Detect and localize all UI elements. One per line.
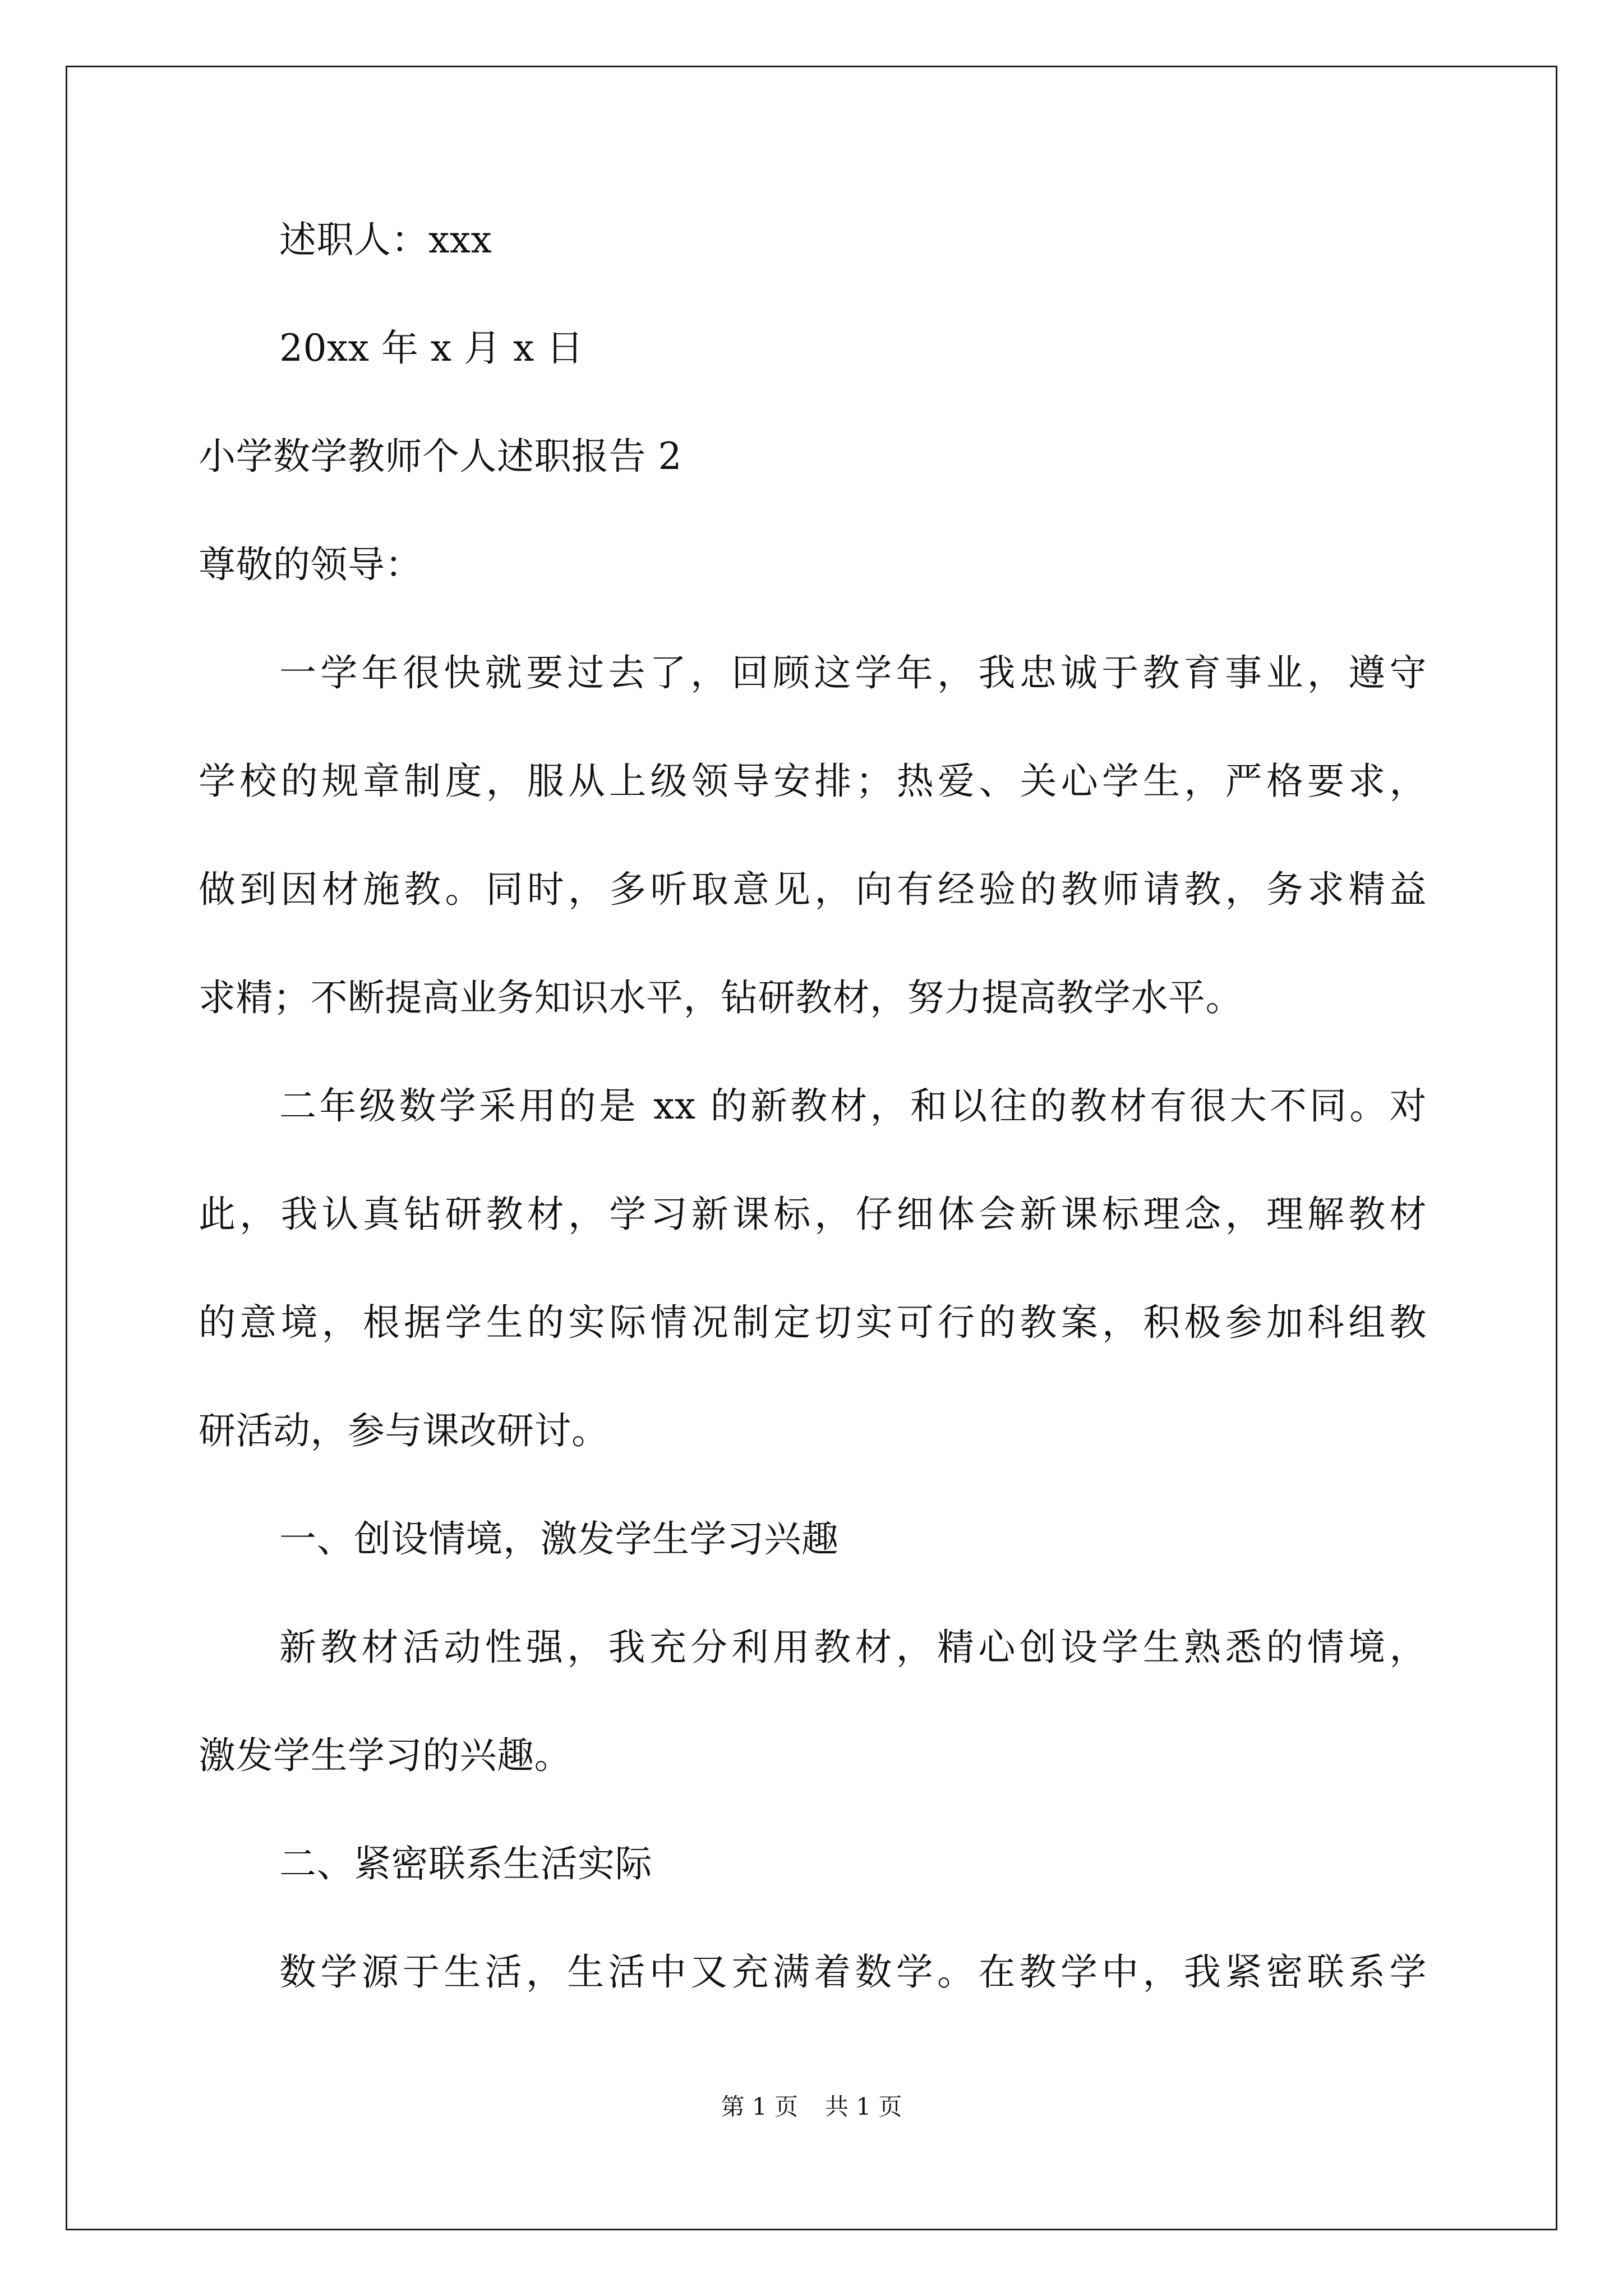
paragraph-line: 做到因材施教。同时，多听取意见，向有经验的教师请教，务求精益 <box>199 868 1427 911</box>
salutation: 尊敬的领导： <box>199 543 422 586</box>
page-total: 共 1 页 <box>825 2093 902 2120</box>
signature-line: 述职人：xxx <box>279 218 492 261</box>
paragraph-line: 学校的规章制度，服从上级领导安排；热爱、关心学生，严格要求， <box>199 760 1427 803</box>
section-title: 小学数学教师个人述职报告 2 <box>199 435 682 478</box>
paragraph-line: 此，我认真钻研教材，学习新课标，仔细体会新课标理念，理解教材 <box>199 1193 1427 1236</box>
paragraph-line: 二年级数学采用的是 xx 的新教材，和以往的教材有很大不同。对 <box>279 1084 1427 1128</box>
paragraph-line: 求精；不断提高业务知识水平，钻研教材，努力提高教学水平。 <box>199 976 1243 1019</box>
page-footer <box>0 2095 1623 2119</box>
subheading: 一、创设情境，激发学生学习兴趣 <box>279 1517 839 1561</box>
paragraph-line: 的意境，根据学生的实际情况制定切实可行的教案，积极参加科组教 <box>199 1301 1427 1344</box>
paragraph-line: 激发学生学习的兴趣。 <box>199 1734 571 1777</box>
subheading: 二、紧密联系生活实际 <box>279 1842 652 1885</box>
page-number: 第 1 页 <box>721 2093 798 2120</box>
paragraph-line: 研活动，参与课改研讨。 <box>199 1409 609 1452</box>
paragraph-line: 数学源于生活，生活中又充满着数学。在教学中，我紧密联系学 <box>279 1950 1427 1994</box>
paragraph-line: 一学年很快就要过去了，回顾这学年，我忠诚于教育事业，遵守 <box>279 651 1427 694</box>
paragraph-line: 新教材活动性强，我充分利用教材，精心创设学生熟悉的情境， <box>279 1626 1427 1669</box>
date-line: 20xx 年 x 月 x 日 <box>279 326 584 370</box>
page-border <box>66 66 1557 2230</box>
